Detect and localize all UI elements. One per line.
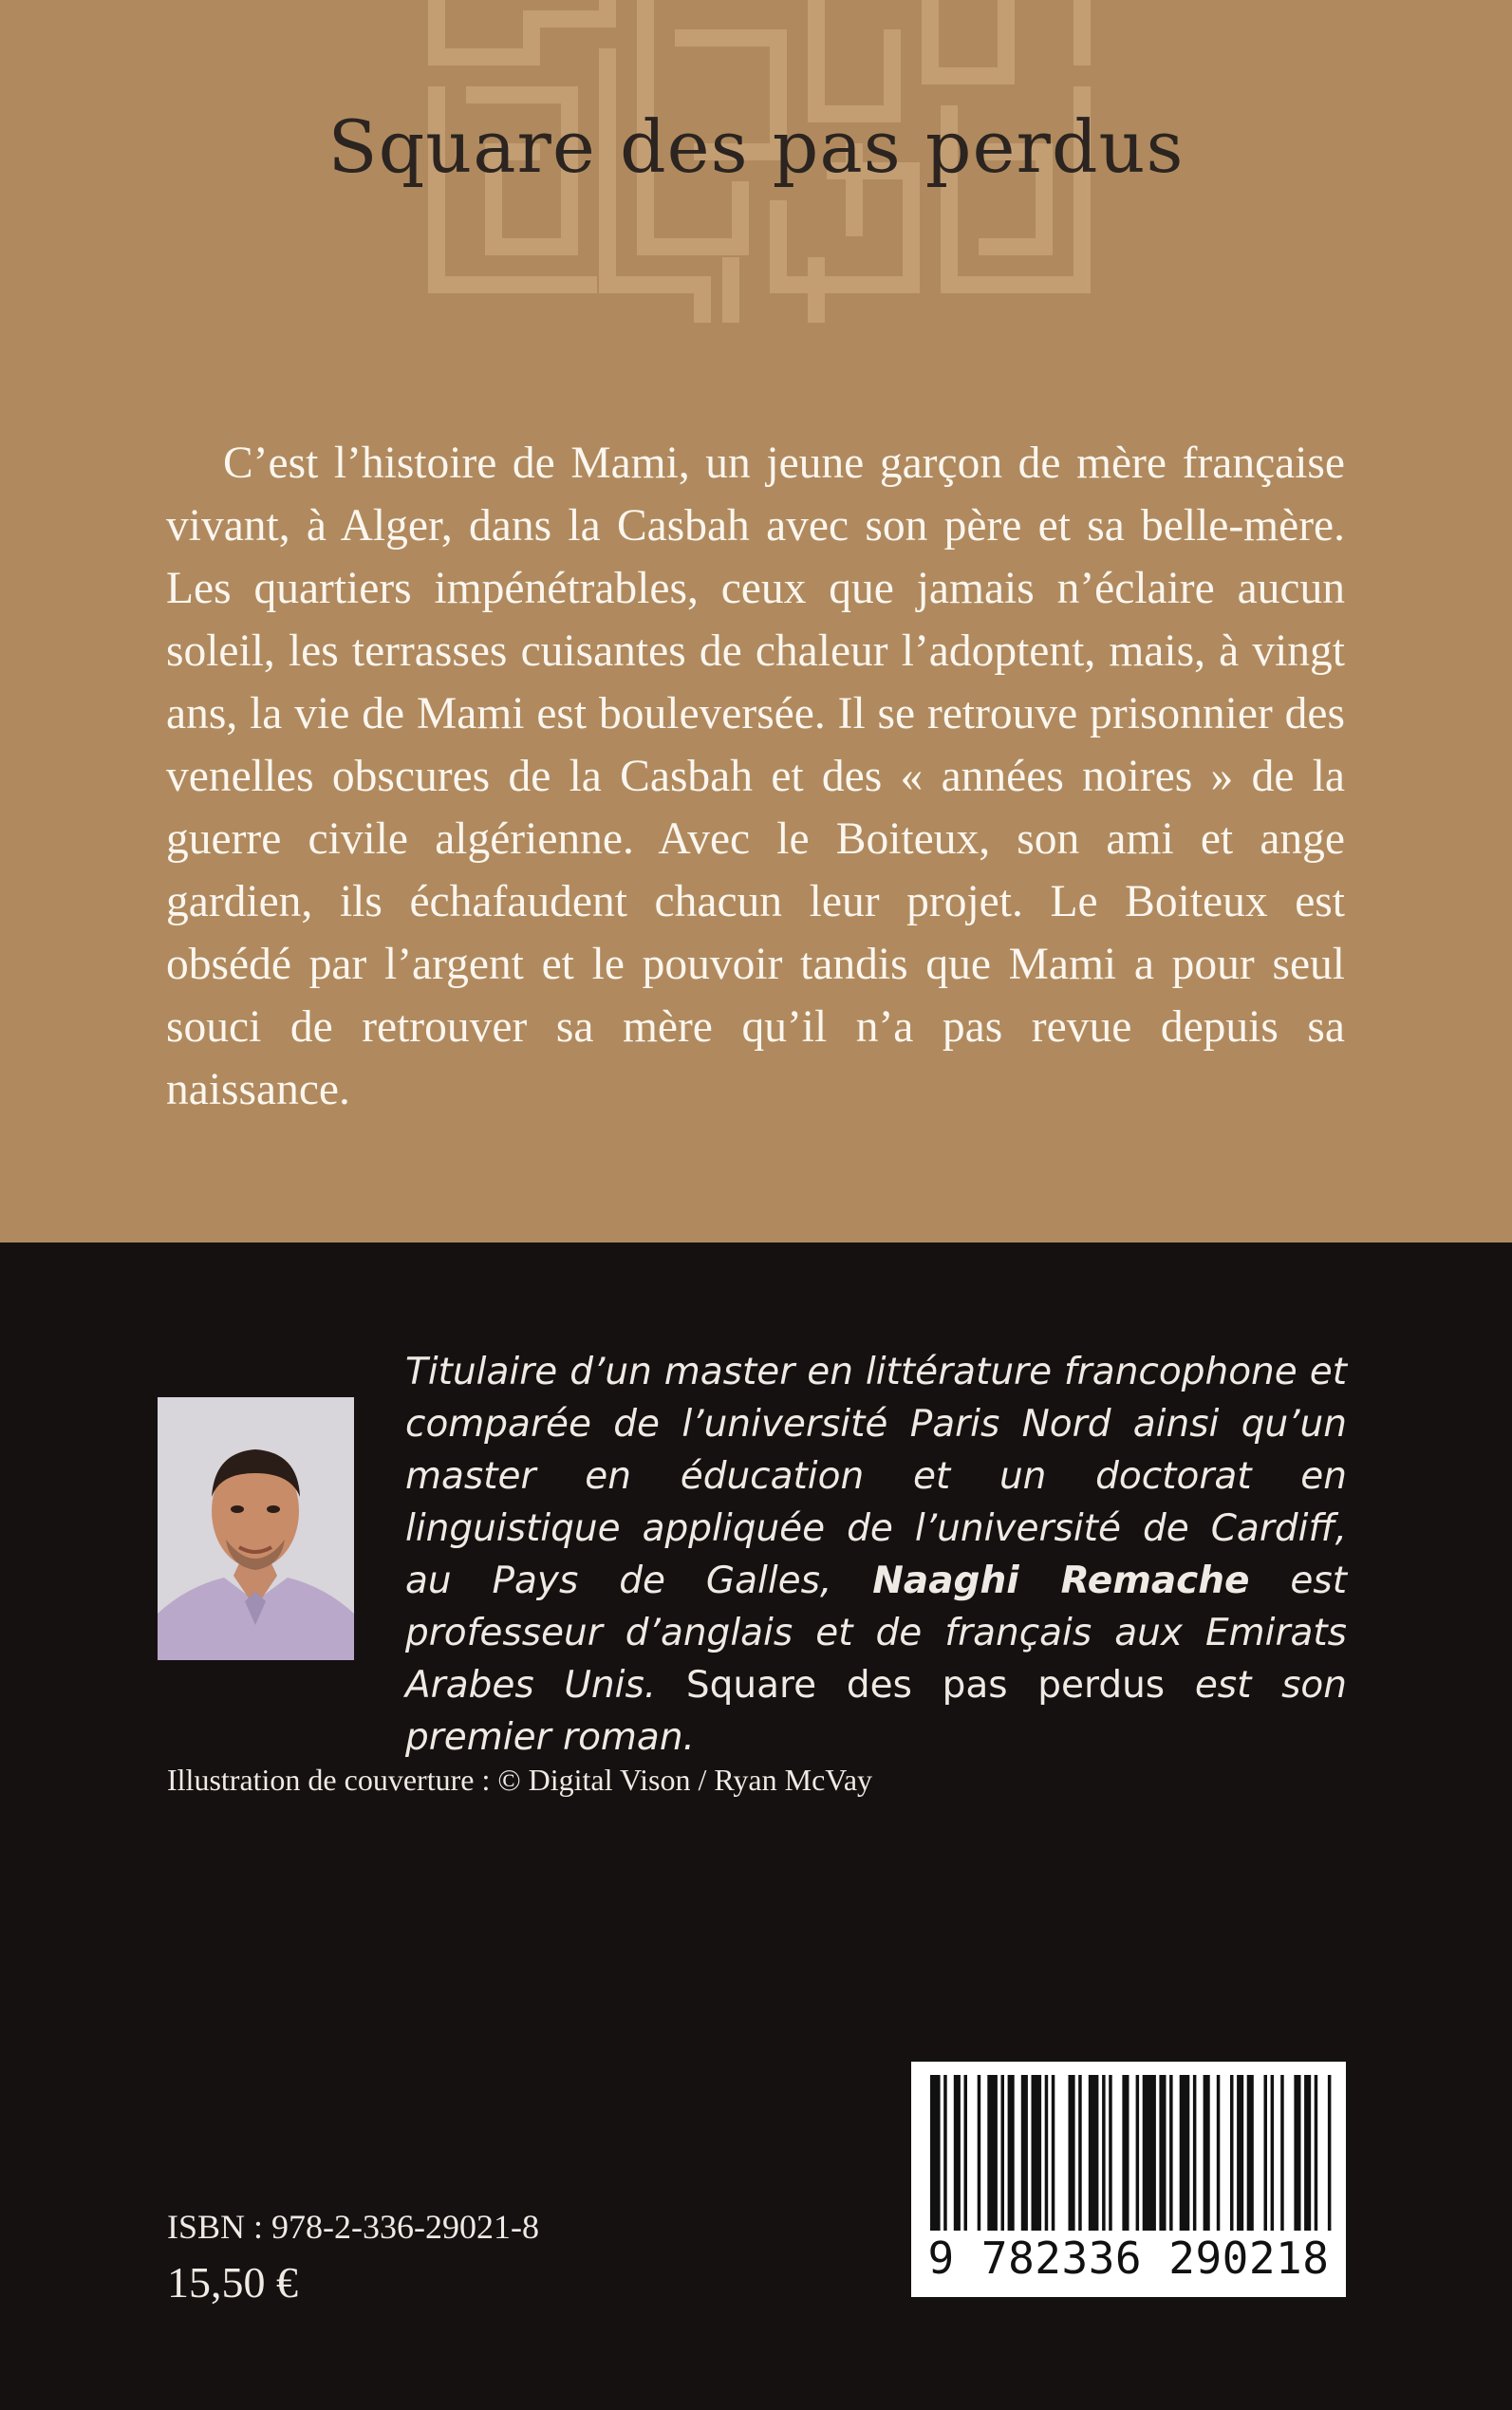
price: 15,50 € xyxy=(167,2258,298,2307)
book-title: Square des pas perdus xyxy=(327,104,1185,189)
barcode-bar xyxy=(1169,2075,1173,2231)
bio-middle: est professeur d’anglais et de français aux Emirats Arabes Unis. xyxy=(405,1560,1348,1707)
barcode-bar xyxy=(1001,2075,1005,2231)
barcode-bar xyxy=(1271,2075,1275,2231)
barcode-bar xyxy=(1294,2075,1300,2231)
barcode-bar xyxy=(1021,2075,1028,2231)
barcode-bar xyxy=(1264,2075,1268,2231)
barcode-bar xyxy=(1204,2075,1210,2231)
barcode-bar xyxy=(1237,2075,1243,2231)
author-biography xyxy=(405,1346,1347,1764)
barcode-bar xyxy=(1089,2075,1099,2231)
barcode-bar xyxy=(1193,2075,1197,2231)
barcode-bar xyxy=(1217,2075,1221,2231)
barcode-bar xyxy=(1304,2075,1311,2231)
isbn: ISBN : 978-2-336-29021-8 xyxy=(167,2208,539,2246)
illustration-credit: Illustration de couverture : © Digital Vison / Ryan McVay xyxy=(167,1763,873,1797)
barcode-bar xyxy=(978,2075,981,2231)
barcode-bar xyxy=(964,2075,968,2231)
barcode-bar xyxy=(1136,2075,1140,2231)
barcode-bar xyxy=(1180,2075,1190,2231)
barcode-bar xyxy=(1078,2075,1082,2231)
barcode-bar xyxy=(1159,2075,1166,2231)
barcode-bar xyxy=(1315,2075,1318,2231)
barcode-bar xyxy=(1247,2075,1254,2231)
barcode-bar xyxy=(1328,2075,1332,2231)
barcode xyxy=(911,2062,1346,2297)
barcode-bar xyxy=(954,2075,961,2231)
author-portrait-icon xyxy=(158,1397,354,1660)
bio-end: est son premier roman. xyxy=(405,1664,1347,1759)
barcode-bar xyxy=(1230,2075,1234,2231)
barcode-bar xyxy=(1069,2075,1075,2231)
barcode-bar xyxy=(1109,2075,1112,2231)
barcode-bar xyxy=(1143,2075,1156,2231)
barcode-bar xyxy=(1122,2075,1129,2231)
bio-book-title: Square des pas perdus xyxy=(685,1664,1166,1707)
barcode-bar xyxy=(1045,2075,1049,2231)
barcode-bar xyxy=(930,2075,941,2231)
author-name: Naaghi Remache xyxy=(872,1560,1250,1602)
barcode-bar xyxy=(1008,2075,1015,2231)
barcode-digits: 9 782336 290218 xyxy=(927,2233,1330,2284)
barcode-bar xyxy=(943,2075,947,2231)
author-photo xyxy=(158,1397,354,1660)
blurb-text: C’est l’histoire de Mami, un jeune garçon de mère française vivant, à Alger, dans la Casbah avec son père et sa belle-mère. Les quartiers impénétrables, ceux que jamais n’éclaire aucun soleil, les terrasses cuisantes de chaleur l’adoptent, mais, à vingt ans, la vie de Mami est bouleversée. Il se retrouve prisonnier des venelles obscures de la Casbah et des « années noires » de la guerre civile algérienne. Avec le Boiteux, son ami et ange gardien, ils échafaudent chacun leur projet. Le Boiteux est obsédé par l’argent et le pouvoir tandis que Mami a pour seul souci de retrouver sa mère qu’il n’a pas revue depuis sa naissance. xyxy=(166,439,1345,1114)
barcode-bar xyxy=(1032,2075,1042,2231)
barcode-bar xyxy=(1052,2075,1055,2231)
barcode-bar xyxy=(987,2075,998,2231)
barcode-bar xyxy=(1102,2075,1106,2231)
bio-intro: Titulaire d’un master en littérature francophone et comparée de l’université Paris Nord ainsi qu’un master en éducation et un doctorat en linguistique appliquée de l’université de Cardiff, au Pays de Galles, xyxy=(405,1351,1347,1602)
barcode-bar xyxy=(1280,2075,1284,2231)
